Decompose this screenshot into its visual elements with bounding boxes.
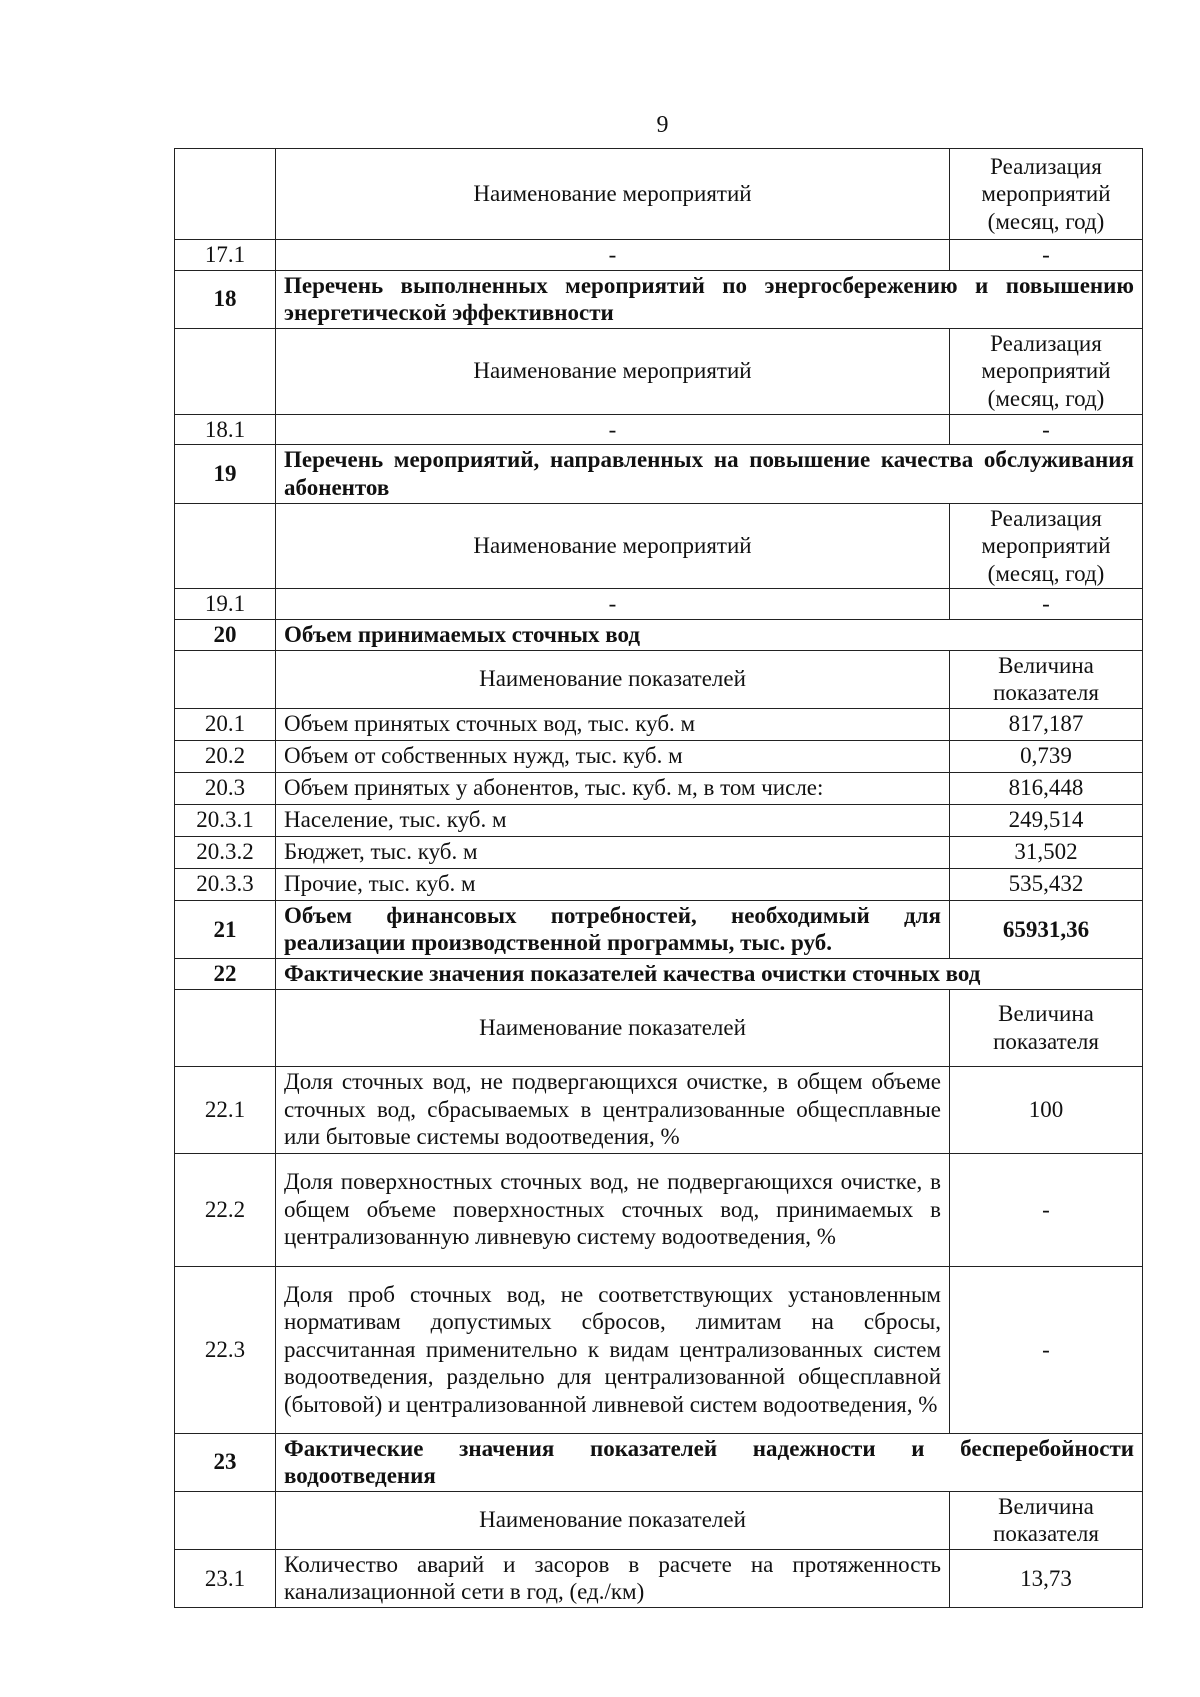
section-number: 23 <box>175 1433 276 1491</box>
row-number: 20.3 <box>175 772 276 804</box>
row-value: 249,514 <box>950 804 1143 836</box>
table-header-row <box>175 989 1143 1066</box>
row-name: Объем принятых у абонентов, тыс. куб. м, в том числе: <box>276 772 950 804</box>
header-name-cell: Наименование мероприятий <box>276 149 950 240</box>
header-value-cell: Реализация мероприятий (месяц, год) <box>950 503 1143 589</box>
header-name-cell: Наименование показателей <box>276 989 950 1066</box>
table-row <box>175 1153 1143 1266</box>
row-name: - <box>276 414 950 445</box>
header-name-cell: Наименование показателей <box>276 650 950 708</box>
header-name-cell: Наименование показателей <box>276 1491 950 1549</box>
section-row <box>175 619 1143 650</box>
row-name: Количество аварий и засоров в расчете на протяженность канализационной сети в год, (ед./км) <box>276 1549 950 1607</box>
row-value: 31,502 <box>950 836 1143 868</box>
num-cell <box>175 328 276 414</box>
section-title: Фактические значения показателей качества очистки сточных вод <box>276 958 1143 989</box>
row-number: 22.1 <box>175 1066 276 1153</box>
row-value: - <box>950 414 1143 445</box>
row-number: 20.3.3 <box>175 868 276 900</box>
row-value: - <box>950 589 1143 620</box>
row-value: 535,432 <box>950 868 1143 900</box>
row-name: Объем от собственных нужд, тыс. куб. м <box>276 740 950 772</box>
num-cell <box>175 149 276 240</box>
row-name: Прочие, тыс. куб. м <box>276 868 950 900</box>
row-name: Бюджет, тыс. куб. м <box>276 836 950 868</box>
section-number: 20 <box>175 619 276 650</box>
row-name: - <box>276 589 950 620</box>
row-name: Объем принятых сточных вод, тыс. куб. м <box>276 708 950 740</box>
row-number: 18.1 <box>175 414 276 445</box>
row-number: 20.3.1 <box>175 804 276 836</box>
table-header-row <box>175 1491 1143 1549</box>
row-number: 23.1 <box>175 1549 276 1607</box>
table-row <box>175 414 1143 445</box>
table-row <box>175 868 1143 900</box>
measures-table <box>174 148 1143 1608</box>
row-number: 20.1 <box>175 708 276 740</box>
section-title: Фактические значения показателей надежности и бесперебойности водоотведения <box>276 1433 1143 1491</box>
num-cell <box>175 989 276 1066</box>
header-value-cell: Реализация мероприятий (месяц, год) <box>950 328 1143 414</box>
table-header-row <box>175 149 1143 240</box>
section-title: Перечень выполненных мероприятий по энергосбережению и повышению энергетической эффективности <box>276 270 1143 328</box>
section-number: 19 <box>175 445 276 503</box>
table-row <box>175 1266 1143 1433</box>
table-row <box>175 589 1143 620</box>
table-row <box>175 1549 1143 1607</box>
table-row <box>175 240 1143 271</box>
section-number: 22 <box>175 958 276 989</box>
table-header-row <box>175 328 1143 414</box>
row-number: 22.2 <box>175 1153 276 1266</box>
table-header-row <box>175 650 1143 708</box>
section-title: Перечень мероприятий, направленных на повышение качества обслуживания абонентов <box>276 445 1143 503</box>
row-value: 0,739 <box>950 740 1143 772</box>
table-row <box>175 1066 1143 1153</box>
num-cell <box>175 1491 276 1549</box>
row-number: 19.1 <box>175 589 276 620</box>
row-number: 20.3.2 <box>175 836 276 868</box>
section-title: Объем финансовых потребностей, необходимый для реализации производственной программы, тыс. руб. <box>276 900 950 958</box>
table-row <box>175 804 1143 836</box>
row-number: 17.1 <box>175 240 276 271</box>
header-value-cell: Величина показателя <box>950 1491 1143 1549</box>
num-cell <box>175 650 276 708</box>
table-row <box>175 740 1143 772</box>
table-row <box>175 708 1143 740</box>
row-name: Население, тыс. куб. м <box>276 804 950 836</box>
section-row <box>175 445 1143 503</box>
section-number: 18 <box>175 270 276 328</box>
header-value-cell: Величина показателя <box>950 989 1143 1066</box>
row-name: Доля сточных вод, не подвергающихся очистке, в общем объеме сточных вод, сбрасываемых в централизованные общесплавные или бытовые системы водоотведения, % <box>276 1066 950 1153</box>
row-number: 20.2 <box>175 740 276 772</box>
table-row <box>175 772 1143 804</box>
page-number: 9 <box>656 112 669 138</box>
section-row <box>175 958 1143 989</box>
num-cell <box>175 503 276 589</box>
section-row <box>175 1433 1143 1491</box>
row-value: 100 <box>950 1066 1143 1153</box>
row-value: 816,448 <box>950 772 1143 804</box>
section-row <box>175 900 1143 958</box>
row-value: - <box>950 240 1143 271</box>
row-number: 22.3 <box>175 1266 276 1433</box>
row-name: - <box>276 240 950 271</box>
section-number: 21 <box>175 900 276 958</box>
section-title: Объем принимаемых сточных вод <box>276 619 1143 650</box>
row-value: 13,73 <box>950 1549 1143 1607</box>
section-value: 65931,36 <box>950 900 1143 958</box>
header-value-cell: Величина показателя <box>950 650 1143 708</box>
header-value-cell: Реализация мероприятий (месяц, год) <box>950 149 1143 240</box>
row-name: Доля поверхностных сточных вод, не подвергающихся очистке, в общем объеме поверхностных сточных вод, принимаемых в централизованную ливневую систему водоотведения, % <box>276 1153 950 1266</box>
row-value: 817,187 <box>950 708 1143 740</box>
header-name-cell: Наименование мероприятий <box>276 503 950 589</box>
table-row <box>175 836 1143 868</box>
section-row <box>175 270 1143 328</box>
row-value: - <box>950 1153 1143 1266</box>
row-name: Доля проб сточных вод, не соответствующих установленным нормативам допустимых сбросов, лимитам на сбросы, рассчитанная применительно к видам централизованных систем водоотведения, раздельно для централизованной общесплавной (бытовой) и централизованной ливневой систем водоотведения, % <box>276 1266 950 1433</box>
header-name-cell: Наименование мероприятий <box>276 328 950 414</box>
row-value: - <box>950 1266 1143 1433</box>
table-header-row <box>175 503 1143 589</box>
